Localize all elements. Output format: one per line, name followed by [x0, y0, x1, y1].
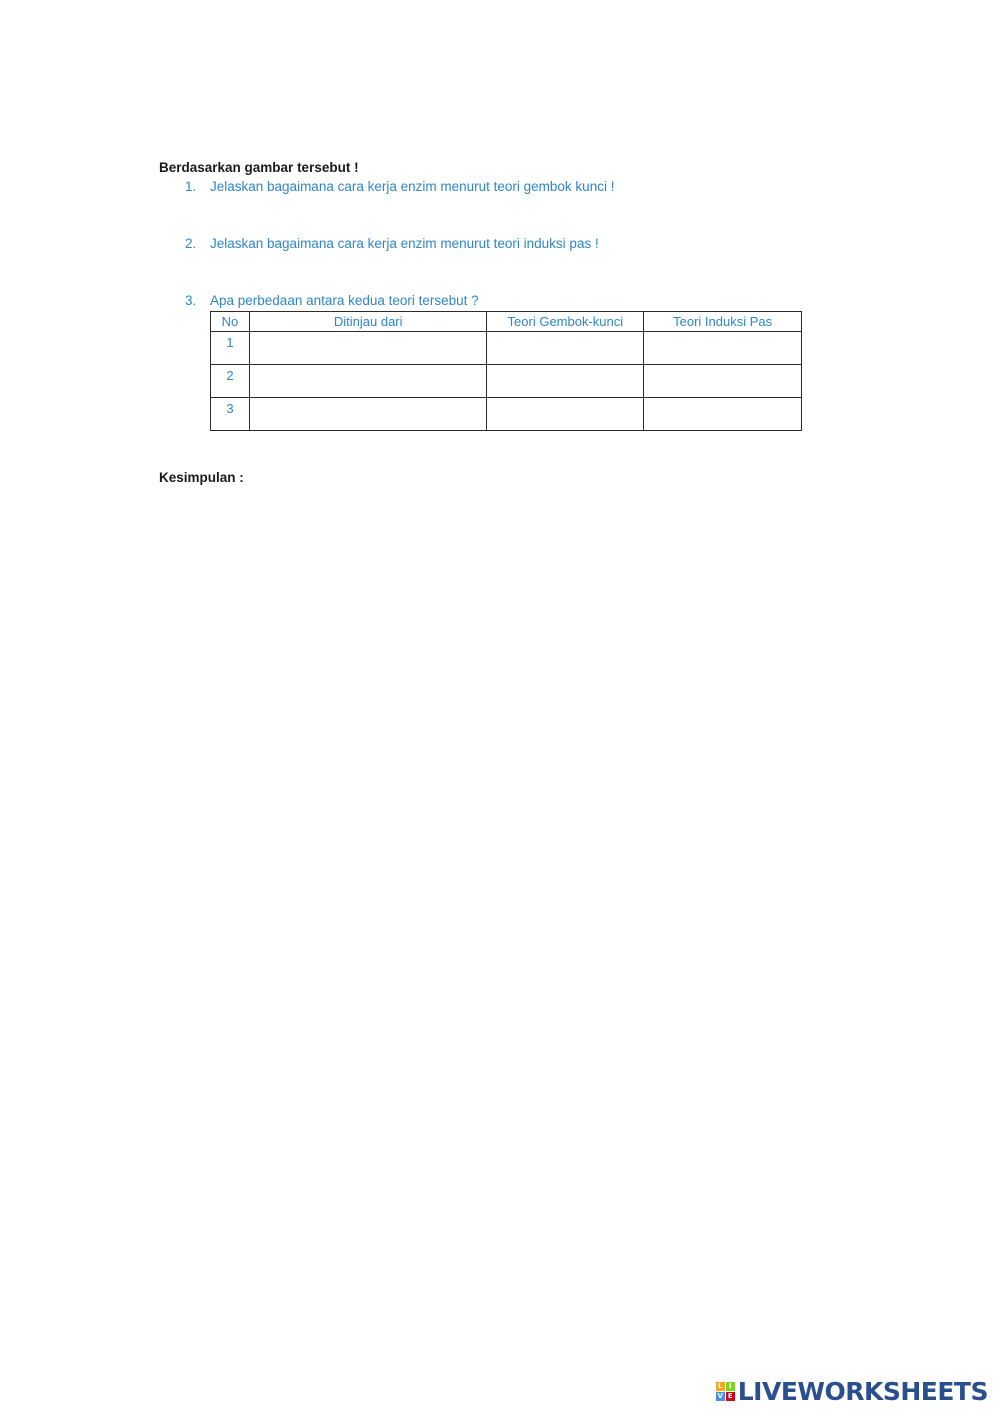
question-2 [185, 236, 599, 251]
question-text: Apa perbedaan antara kedua teori tersebut ? [210, 293, 479, 308]
logo-letter: V [717, 1392, 723, 1400]
table-row [211, 398, 802, 431]
question-number: 1. [185, 179, 197, 194]
answer-cell-ditinjau[interactable] [249, 398, 487, 431]
header-no: No [211, 312, 250, 332]
table-row [211, 332, 802, 365]
liveworksheets-brand [716, 1377, 988, 1406]
logo-letter: I [726, 1382, 735, 1391]
question-number: 3. [185, 293, 197, 308]
section-heading: Berdasarkan gambar tersebut ! [159, 160, 359, 175]
answer-cell-ditinjau[interactable] [249, 365, 487, 398]
table-header-row [211, 312, 802, 332]
conclusion-label: Kesimpulan : [159, 470, 244, 485]
answer-cell-induksi-pas[interactable] [644, 332, 802, 365]
answer-cell-induksi-pas[interactable] [644, 365, 802, 398]
brand-wordmark: LIVEWORKSHEETS [737, 1377, 988, 1406]
question-text: Jelaskan bagaimana cara kerja enzim menurut teori induksi pas ! [210, 236, 599, 251]
row-number: 1 [211, 332, 250, 365]
logo-letter: L [716, 1382, 725, 1391]
answer-cell-gembok-kunci[interactable] [487, 365, 644, 398]
table-row [211, 365, 802, 398]
answer-cell-gembok-kunci[interactable] [487, 398, 644, 431]
question-text: Jelaskan bagaimana cara kerja enzim menurut teori gembok kunci ! [210, 179, 615, 194]
row-number: 3 [211, 398, 250, 431]
answer-cell-gembok-kunci[interactable] [487, 332, 644, 365]
question-3 [185, 293, 479, 308]
question-number: 2. [185, 236, 197, 251]
header-teori-gembok-kunci: Teori Gembok-kunci [487, 312, 644, 332]
header-teori-induksi-pas: Teori Induksi Pas [644, 312, 802, 332]
row-number: 2 [211, 365, 250, 398]
logo-letter: E [726, 1392, 735, 1401]
comparison-table [210, 311, 802, 431]
liveworksheets-logo-icon [716, 1382, 735, 1401]
answer-cell-ditinjau[interactable] [249, 332, 487, 365]
header-ditinjau-dari: Ditinjau dari [249, 312, 487, 332]
answer-cell-induksi-pas[interactable] [644, 398, 802, 431]
question-1 [185, 179, 614, 194]
